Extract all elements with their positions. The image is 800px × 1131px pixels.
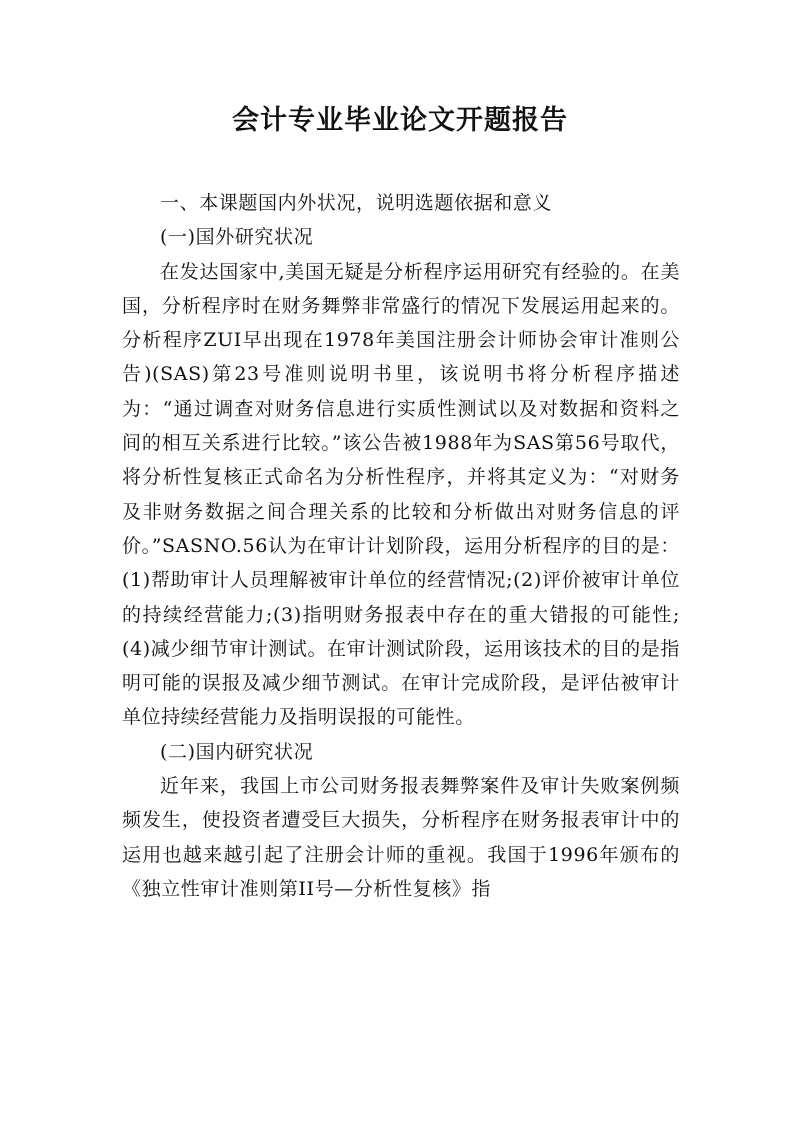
subsection-heading-foreign: (一)国外研究状况 [160,226,314,249]
paragraph-foreign-research: 在发达国家中,美国无疑是分析程序运用研究有经验的。在美国，分析程序时在财务舞弊非常盛行的情况下发展运用起来的。分析程序ZUI早出现在1978年美国注册会计师协会审计准则公告)(SAS)第23号准则说明书里，该说明书将分析程序描述为：“通过调查对财务信息进行实质性测试以及对数据和资料之间的相互关系进行比较。”该公告被1988年为SAS第56号取代，将分析性复核正式命名为分析性程序，并将其定义为：“对财务及非财务数据之间合理关系的比较和分析做出对财务信息的评价。”SASNO.56认为在审计计划阶段，运用分析程序的目的是：(1)帮助审计人员理解被审计单位的经营情况;(2)评价被审计单位的持续经营能力;(3)指明财务报表中存在的重大错报的可能性;(4)减少细节审计测试。在审计测试阶段，运用该技术的目的是指明可能的误报及减少细节测试。在审计完成阶段，是评估被审计单位持续经营能力及指明误报的可能性。 [122,260,680,729]
section-heading-1: 一、本课题国内外状况，说明选题依据和意义 [160,192,553,214]
document-body [122,186,680,906]
subsection-heading-domestic: (二)国内研究状况 [160,740,314,763]
document-title: 会计专业毕业论文开题报告 [232,105,568,136]
paragraph-domestic-research: 近年来，我国上市公司财务报表舞弊案件及审计失败案例频频发生，使投资者遭受巨大损失，分析程序在财务报表审计中的运用也越来越引起了注册会计师的重视。我国于1996年颁布的《独立性审计准则第II号—分析性复核》指 [122,775,680,900]
